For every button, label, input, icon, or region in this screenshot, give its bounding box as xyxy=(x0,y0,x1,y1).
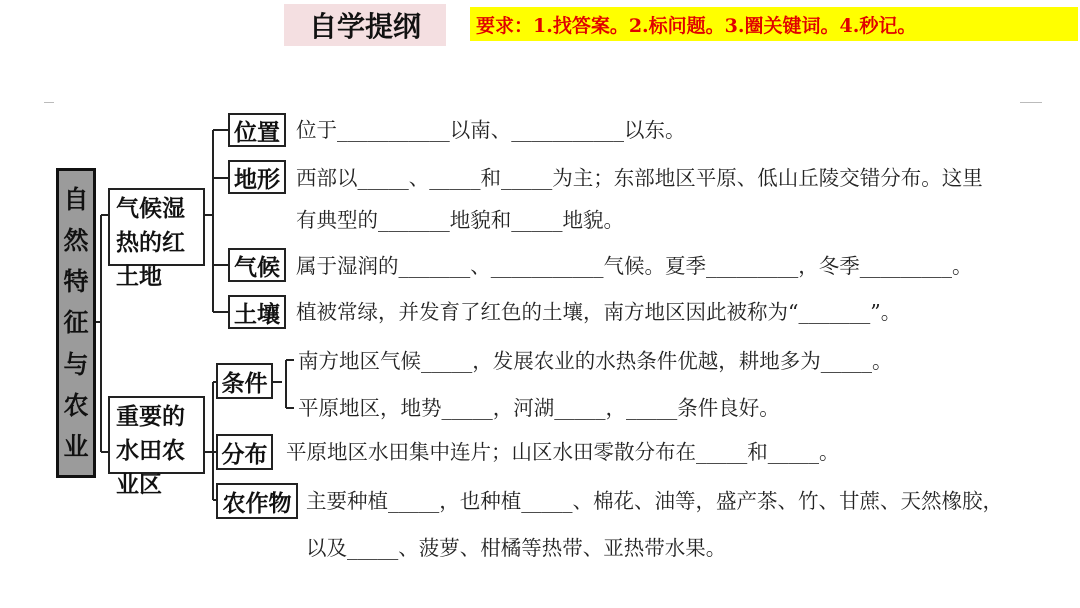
terrain-text-2: 有典型的_______地貌和_____地貌。 xyxy=(296,208,624,232)
leaf-crops: 农作物 xyxy=(216,483,298,519)
leaf-soil: 土壤 xyxy=(228,295,286,329)
root-char: 与 xyxy=(63,349,89,379)
root-char: 然 xyxy=(63,226,89,256)
conditions-text-1: 南方地区气候_____，发展农业的水热条件优越，耕地多为_____。 xyxy=(298,349,893,373)
root-topic-box xyxy=(56,168,96,478)
branch-climate-red-soil: 气候湿热的红土地 xyxy=(108,188,205,266)
root-char: 农 xyxy=(63,390,89,420)
climate-text: 属于湿润的_______、___________气候。夏季_________，冬季_________。 xyxy=(296,254,973,278)
leaf-conditions: 条件 xyxy=(216,363,273,399)
leaf-location: 位置 xyxy=(228,113,286,147)
soil-text: 植被常绿，并发育了红色的土壤，南方地区因此被称为“_______”。 xyxy=(296,300,902,324)
crops-text-1: 主要种植_____，也种植_____、棉花、油等，盛产茶、竹、甘蔗、天然橡胶， xyxy=(306,489,1003,513)
crops-text-2: 以及_____、菠萝、柑橘等热带、亚热带水果。 xyxy=(306,536,727,560)
requirements-banner: 要求：1.找答案。2.标问题。3.圈关键词。4.秒记。 xyxy=(470,7,1078,41)
leaf-distribution: 分布 xyxy=(216,434,273,470)
leaf-terrain: 地形 xyxy=(228,160,286,194)
leaf-climate: 气候 xyxy=(228,248,286,282)
title-box: 自学提纲 xyxy=(284,4,446,46)
distribution-text: 平原地区水田集中连片；山区水田零散分布在_____和_____。 xyxy=(286,440,840,464)
root-char: 业 xyxy=(63,431,89,461)
root-char: 征 xyxy=(63,308,89,338)
branch-paddy-agriculture: 重要的水田农业区 xyxy=(108,396,205,474)
location-text: 位于___________以南、___________以东。 xyxy=(296,118,686,142)
terrain-text-1: 西部以_____、_____和_____为主；东部地区平原、低山丘陵交错分布。这里 xyxy=(296,166,983,190)
root-char: 自 xyxy=(63,185,89,215)
conditions-text-2: 平原地区，地势_____，河湖_____，_____条件良好。 xyxy=(298,396,780,420)
root-char: 特 xyxy=(63,267,89,297)
